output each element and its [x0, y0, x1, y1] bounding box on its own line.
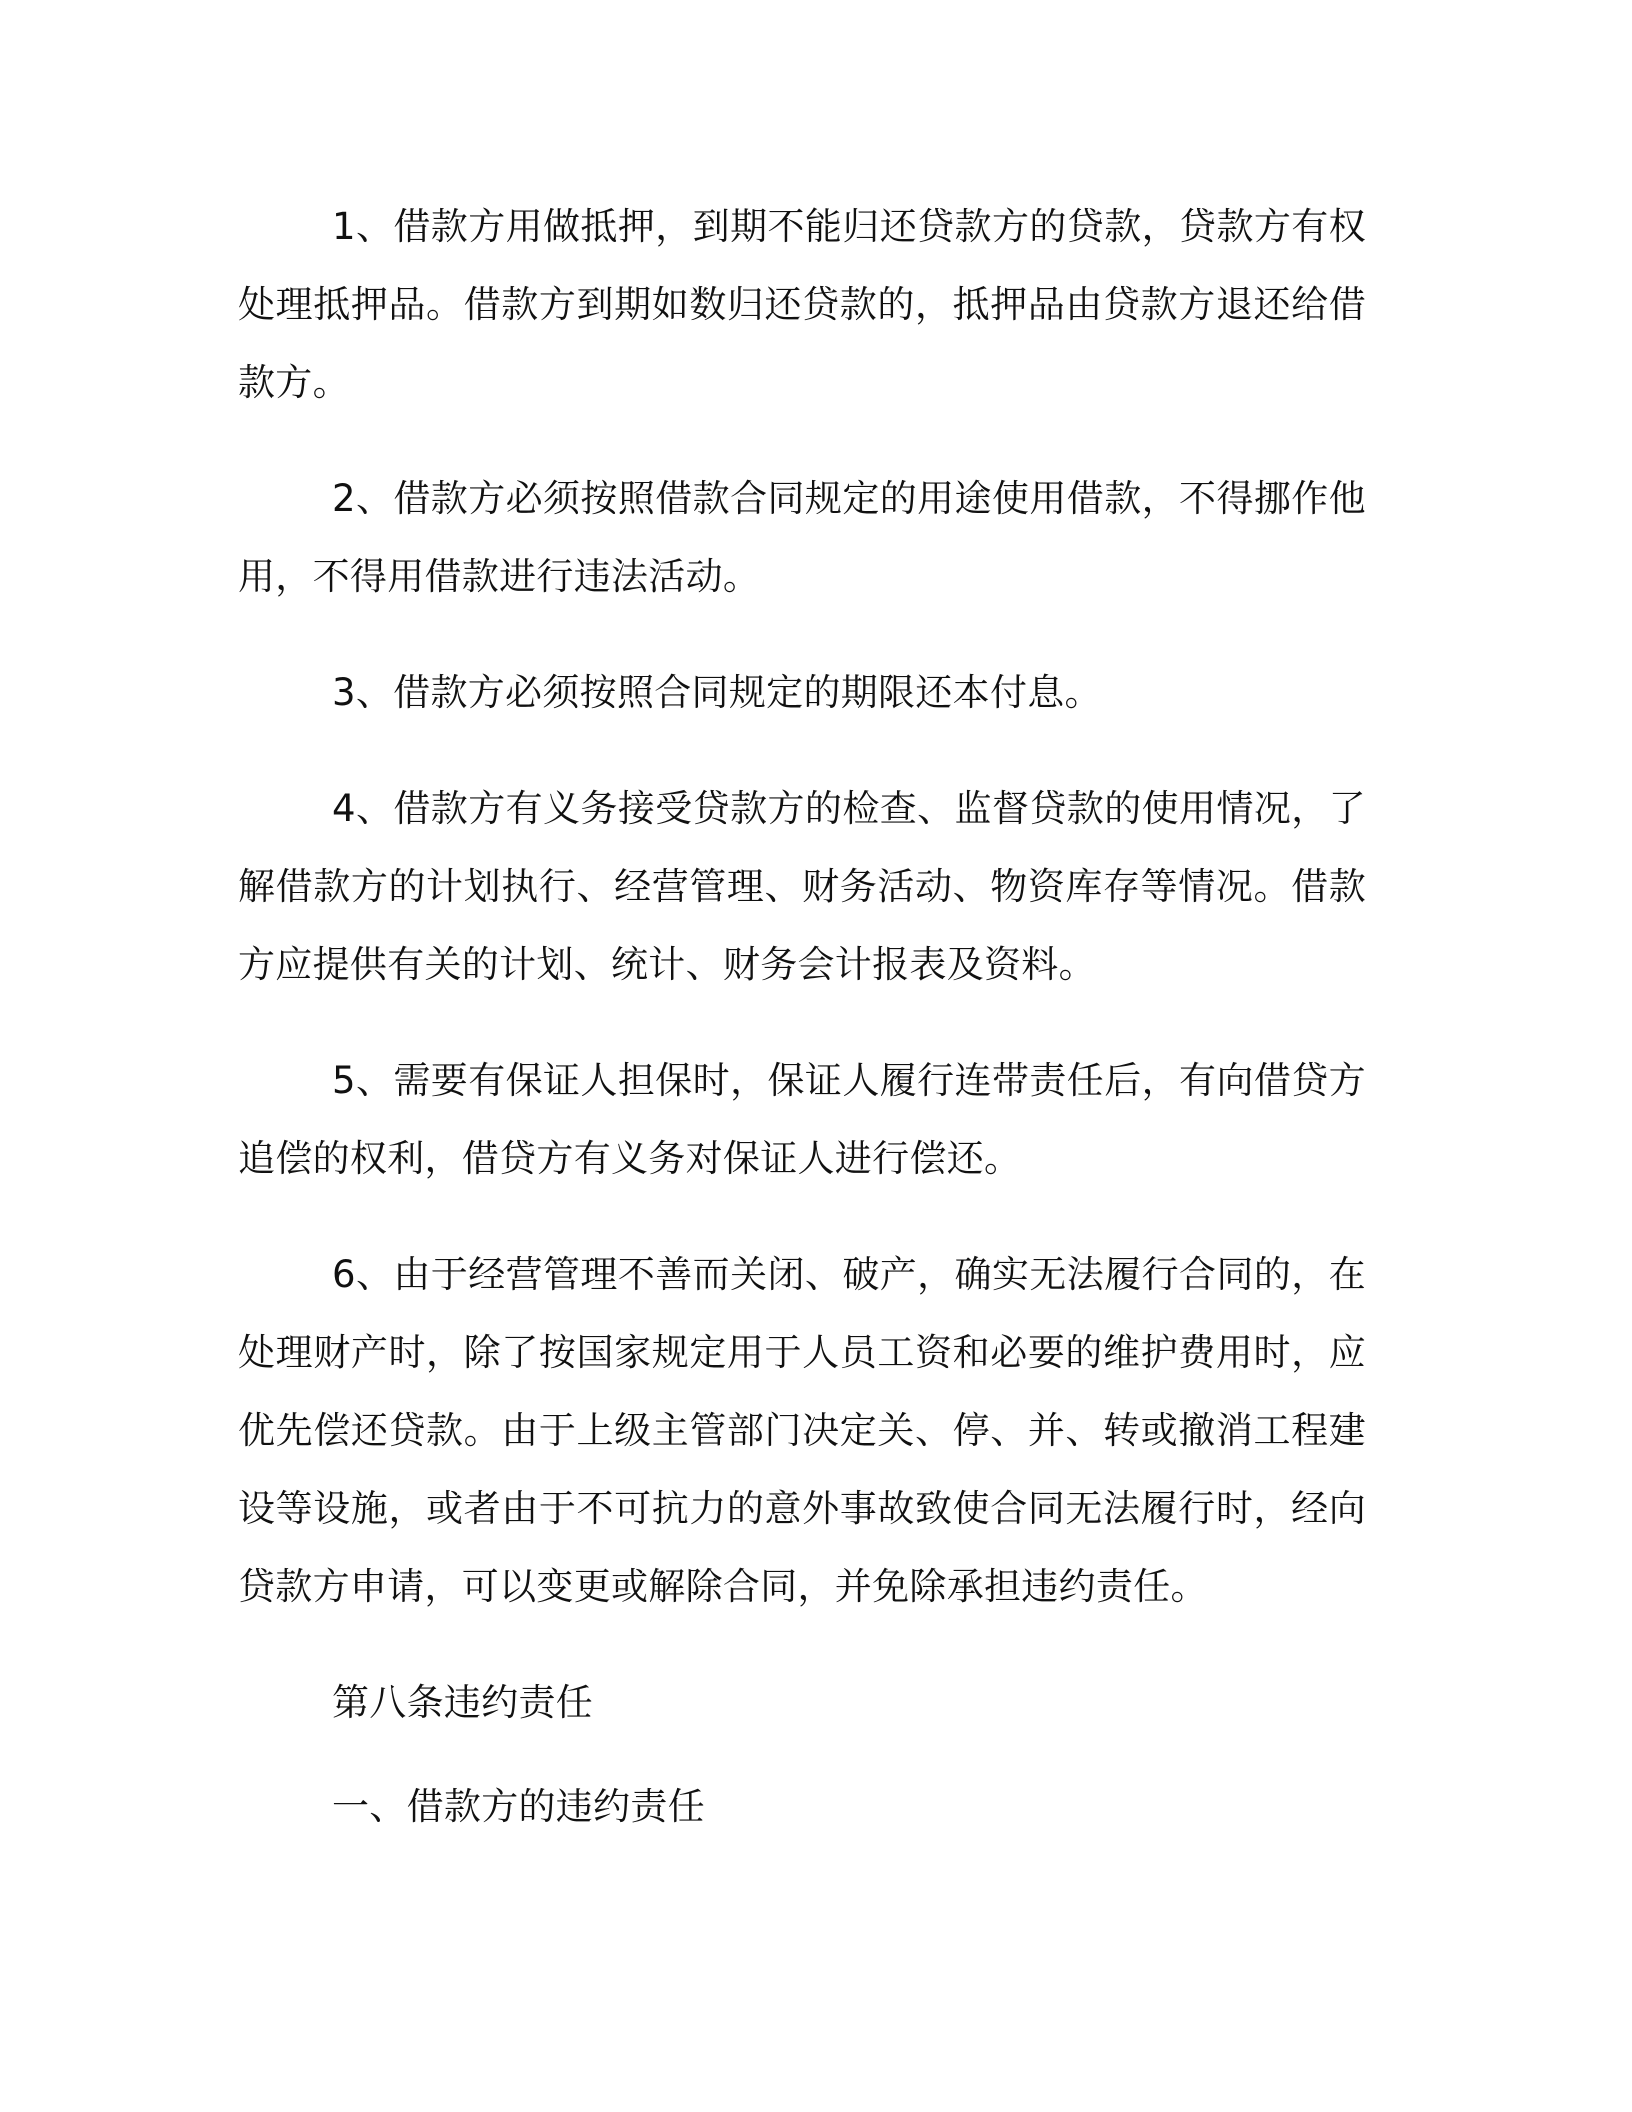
section-heading: 一、借款方的违约责任 — [332, 1785, 705, 1828]
paragraph-3: 3、借款方必须按照合同规定的期限还本付息。 — [332, 671, 1102, 714]
paragraph-6: 6、由于经营管理不善而关闭、破产，确实无法履行合同的，在处理财产时，除了按国家规定用于人员工资和必要的维护费用时，应优先偿还贷款。由于上级主管部门决定关、停、并、转或撤消工程建设等设施，或者由于不可抗力的意外事故致使合同无法履行时，经向贷款方申请，可以变更或解除合同，并免除承担违约责任。 — [238, 1253, 1366, 1608]
paragraph-5: 5、需要有保证人担保时，保证人履行连带责任后，有向借贷方追偿的权利，借贷方有义务对保证人进行偿还。 — [238, 1059, 1366, 1180]
article-heading: 第八条违约责任 — [332, 1681, 594, 1724]
paragraph-2: 2、借款方必须按照借款合同规定的用途使用借款，不得挪作他用，不得用借款进行违法活动。 — [238, 477, 1366, 598]
paragraph-4: 4、借款方有义务接受贷款方的检查、监督贷款的使用情况，了解借款方的计划执行、经营管理、财务活动、物资库存等情况。借款方应提供有关的计划、统计、财务会计报表及资料。 — [238, 787, 1366, 986]
paragraph-1: 1、借款方用做抵押，到期不能归还贷款方的贷款，贷款方有权处理抵押品。借款方到期如数归还贷款的，抵押品由贷款方退还给借款方。 — [238, 205, 1366, 404]
document-body — [238, 188, 1366, 1872]
